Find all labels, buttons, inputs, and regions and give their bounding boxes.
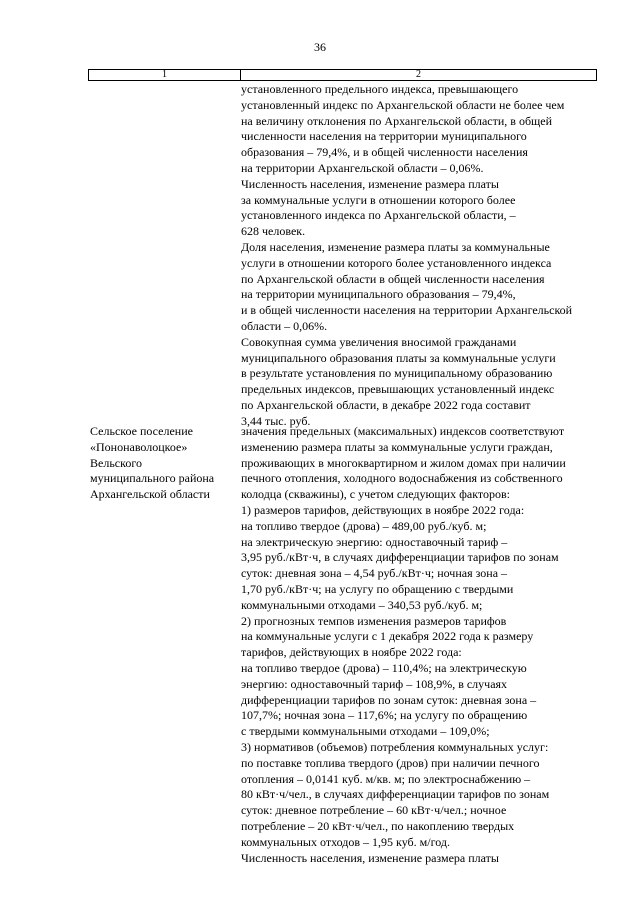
text-block-2	[241, 424, 601, 866]
region-line: муниципального района	[90, 471, 215, 486]
region-line: Архангельской области	[90, 487, 210, 502]
text-line: проживающих в многоквартирном и жилом домах при наличии	[241, 455, 566, 470]
text-line: 2) прогнозных темпов изменения размеров тарифов	[241, 613, 507, 628]
text-line: услуги в отношении которого более установленного индекса	[241, 255, 552, 270]
text-line: по Архангельской области, в декабре 2022 года составит	[241, 397, 531, 412]
text-line: значения предельных (максимальных) индексов соответствуют	[241, 424, 565, 438]
text-line: на величину отклонения по Архангельской области, в общей	[241, 113, 553, 128]
text-line: области – 0,06%.	[241, 318, 328, 333]
text-line: 3,44 тыс. руб.	[241, 413, 311, 428]
text-line: 1) размеров тарифов, действующих в ноябре 2022 года:	[241, 502, 525, 517]
text-line: по Архангельской области в общей численности населения	[241, 271, 545, 286]
text-line: коммунальных отходов – 1,95 куб. м/год.	[241, 834, 450, 849]
text-line: Численность населения, изменение размера платы	[241, 176, 499, 191]
region-name	[90, 424, 238, 503]
region-line: «Пононаволоцкое»	[90, 439, 188, 454]
table-header-col2: 2	[416, 69, 421, 80]
text-line: Численность населения, изменение размера платы	[241, 850, 499, 865]
text-line: установленного предельного индекса, превышающего	[241, 82, 519, 96]
text-line: 80 кВт·ч/чел., в случаях дифференциации тарифов по зонам	[241, 787, 550, 802]
text-line: установленный индекс по Архангельской области не более чем	[241, 97, 565, 112]
text-block-1	[241, 82, 601, 430]
text-line: и в общей численности населения на территории Архангельской	[241, 303, 573, 318]
text-line: 3) нормативов (объемов) потребления коммунальных услуг:	[241, 739, 549, 754]
text-line: коммунальными отходами – 340,53 руб./куб. м;	[241, 597, 483, 612]
text-line: 107,7%; ночная зона – 117,6%; на услугу по обращению	[241, 708, 528, 723]
text-line: с твердыми коммунальными отходами – 109,0%;	[241, 724, 490, 739]
text-line: установленного индекса по Архангельской области, –	[241, 208, 516, 223]
text-line: 628 человек.	[241, 224, 306, 239]
text-line: дифференциации тарифов по зонам суток: дневная зона –	[241, 692, 537, 707]
text-line: Доля населения, изменение размера платы за коммунальные	[241, 239, 550, 254]
text-line: суток: дневная зона – 4,54 руб./кВт·ч; ночная зона –	[241, 566, 508, 581]
text-line: на территории Архангельской области – 0,06%.	[241, 160, 484, 175]
text-line: на электрическую энергию: одноставочный тариф –	[241, 534, 508, 549]
text-line: муниципального образования платы за коммунальные услуги	[241, 350, 556, 365]
text-line: образования – 79,4%, и в общей численности населения	[241, 145, 528, 160]
text-line: по поставке топлива твердого (дров) при наличии печного	[241, 755, 540, 770]
text-line: 1,70 руб./кВт·ч; на услугу по обращению с твердыми	[241, 581, 514, 596]
table-header	[88, 69, 597, 81]
text-line: на территории муниципального образования – 79,4%,	[241, 287, 516, 302]
text-line: на коммунальные услуги с 1 декабря 2022 года к размеру	[241, 629, 534, 644]
text-line: в результате установления по муниципальному образованию	[241, 366, 553, 381]
text-line: Совокупная сумма увеличения вносимой гражданами	[241, 334, 517, 349]
text-line: печного отопления, холодного водоснабжения из собственного	[241, 471, 563, 486]
text-line: потребление – 20 кВт·ч/чел., по накоплению твердых	[241, 818, 515, 833]
text-line: за коммунальные услуги в отношении которого более	[241, 192, 516, 207]
text-line: предельных индексов, превышающих установленный индекс	[241, 382, 555, 397]
text-line: суток: дневное потребление – 60 кВт·ч/чел.; ночное	[241, 803, 507, 818]
region-line: Сельское поселение	[90, 424, 193, 438]
text-line: колодца (скважины), с учетом следующих факторов:	[241, 487, 510, 502]
text-line: численности населения на территории муниципального	[241, 129, 527, 144]
text-line: на топливо твердое (дрова) – 489,00 руб./куб. м;	[241, 518, 487, 533]
table-header-col1: 1	[89, 70, 241, 80]
text-line: отопления – 0,0141 куб. м/кв. м; по электроснабжению –	[241, 771, 531, 786]
text-line: на топливо твердое (дрова) – 110,4%; на электрическую	[241, 660, 527, 675]
text-line: энергию: одноставочный тариф – 108,9%, в случаях	[241, 676, 508, 691]
region-line: Вельского	[90, 455, 142, 470]
text-line: тарифов, действующих в ноябре 2022 года:	[241, 645, 462, 660]
text-line: 3,95 руб./кВт·ч, в случаях дифференциации тарифов по зонам	[241, 550, 559, 565]
text-line: изменению размера платы за коммунальные услуги граждан,	[241, 439, 553, 454]
page-number: 36	[314, 40, 326, 54]
